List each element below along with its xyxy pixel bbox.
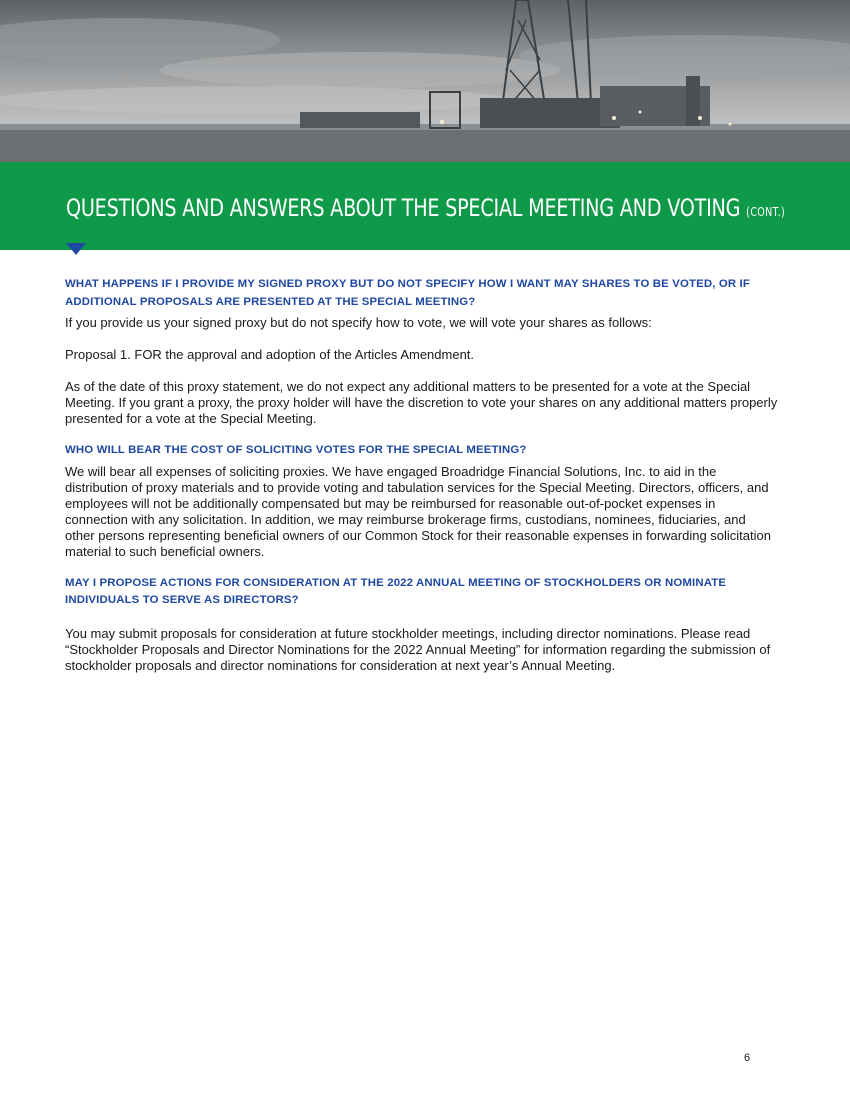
qa-content [65, 276, 778, 674]
page-title [66, 194, 785, 222]
question-heading: MAY I PROPOSE ACTIONS FOR CONSIDERATION AT THE 2022 ANNUAL MEETING OF STOCKHOLDERS OR NOMINATE INDIVIDUALS TO SERVE AS DIRECTORS? [65, 576, 727, 606]
question-heading: WHO WILL BEAR THE COST OF SOLICITING VOTES FOR THE SPECIAL MEETING? [65, 444, 527, 456]
answer-paragraph: As of the date of this proxy statement, we do not expect any additional matters to be presented for a vote at the Special Meeting. If you grant a proxy, the proxy holder will have the discretion to vote your shares on any additional matters properly presented for a vote at the Special Meeting. [65, 379, 778, 426]
qa-section-stockholder-proposals [65, 575, 778, 674]
question-heading: WHAT HAPPENS IF I PROVIDE MY SIGNED PROXY BUT DO NOT SPECIFY HOW I WANT MAY SHARES TO BE VOTED, OR IF ADDITIONAL PROPOSALS ARE PRESENTED AT THE SPECIAL MEETING? [65, 278, 750, 308]
page-title-suffix: (CONT.) [746, 205, 786, 219]
answer-paragraph: We will bear all expenses of soliciting proxies. We have engaged Broadridge Financial Solutions, Inc. to aid in the distribution of proxy materials and to provide voting and tabulation services for the Special Meeting. Directors, officers, and employees will not be additionally compensated but may be reimbursed for reasonable out-of-pocket expenses in connection with any solicitation. In addition, we may reimburse brokerage firms, custodians, nominees, fiduciaries, and other persons representing beneficial owners of our Common Stock for their reasonable expenses in forwarding solicitation material to such beneficial owners. [65, 463, 771, 559]
page-title-text: QUESTIONS AND ANSWERS ABOUT THE SPECIAL MEETING AND VOTING [66, 194, 741, 222]
answer-paragraph: If you provide us your signed proxy but do not specify how to vote, we will vote your shares as follows: [65, 315, 652, 330]
answer-paragraph: Proposal 1. FOR the approval and adoption of the Articles Amendment. [65, 347, 475, 362]
section-banner [0, 162, 850, 250]
qa-section-default-vote [65, 276, 778, 427]
qa-section-solicitation-cost [65, 442, 778, 560]
header-photo [0, 0, 850, 164]
answer-paragraph: You may submit proposals for consideration at future stockholder meetings, including director nominations. Please read “Stockholder Proposals and Director Nominations for the 2022 Annual Meeting” for information regarding the submission of stockholder proposals and director nominations for consideration at next year’s Annual Meeting. [65, 625, 771, 673]
oil-rig-photo [0, 0, 850, 164]
page-number: 6 [744, 1052, 751, 1064]
banner-pointer-icon [66, 243, 86, 255]
